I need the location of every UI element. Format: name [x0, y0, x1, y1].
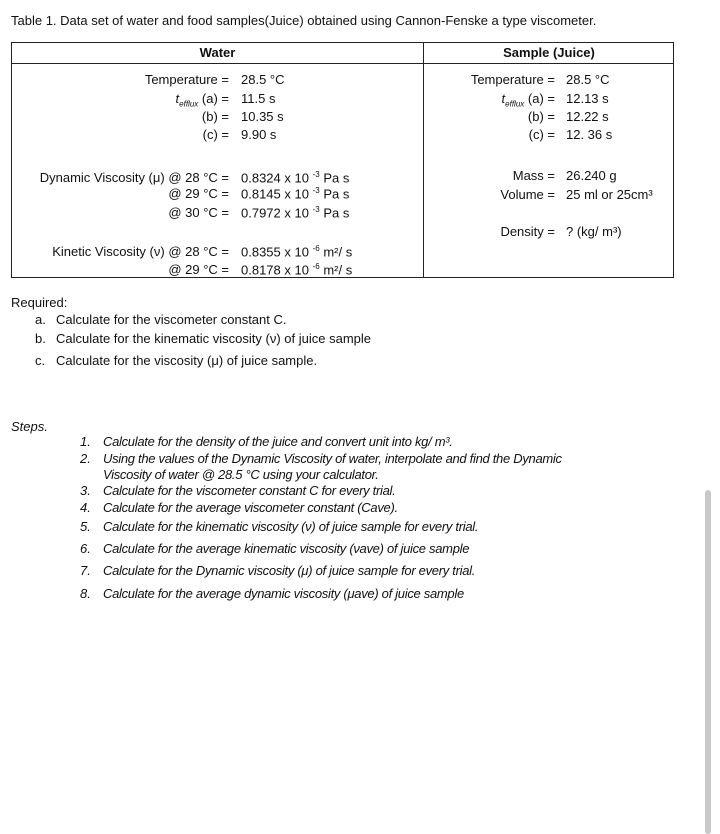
density-value: ? (kg/ m³) — [566, 224, 622, 239]
steps-title: Steps. — [11, 419, 48, 434]
juice-efflux-c-label: (c) = — [528, 127, 555, 142]
data-table — [11, 42, 674, 278]
juice-efflux-a: 12.13 s — [566, 91, 609, 106]
juice-header: Sample (Juice) — [503, 45, 595, 60]
required-b: Calculate for the kinematic viscosity (ν) of juice sample — [56, 331, 372, 346]
header-divider — [12, 63, 673, 64]
table-caption: Table 1. Data set of water and food samples(Juice) obtained using Cannon-Fenske a type viscometer. — [11, 13, 597, 28]
t-symbol: t — [175, 91, 180, 106]
step-7-num: 7. — [80, 563, 91, 578]
water-efflux-c-label: (c) = — [202, 127, 229, 142]
step-6-num: 6. — [80, 541, 91, 556]
water-temp-value: 28.5 °C — [241, 72, 285, 87]
step-3-num: 3. — [80, 483, 91, 498]
required-c-num: c. — [35, 353, 46, 368]
dyn-28: 0.8324 x 10 $^{-3}$ Pa s — [241, 170, 350, 186]
volume-value: 25 ml or 25cm³ — [566, 187, 653, 202]
step-5-num: 5. — [80, 519, 91, 534]
juice-efflux-a-label: $t_{efflux}$ (a) = — [501, 91, 555, 109]
dyn-30-label: @ 30 °C = — [168, 205, 229, 220]
kin-28: 0.8355 x 10 $^{-6}$ m²/ s — [241, 244, 353, 260]
step-5: Calculate for the kinematic viscosity (ν) of juice sample for every trial. — [103, 519, 479, 534]
density-label: Density = — [500, 224, 555, 239]
water-efflux-c: 9.90 s — [241, 127, 277, 142]
water-temp-label: Temperature = — [144, 72, 229, 87]
mass-value: 26.240 g — [566, 168, 617, 183]
juice-efflux-b: 12.22 s — [566, 109, 609, 124]
dynamic-viscosity-label: Dynamic Viscosity (μ) @ 28 °C = — [39, 170, 229, 185]
step-1-num: 1. — [80, 434, 91, 449]
water-efflux-b: 10.35 s — [241, 109, 284, 124]
water-efflux-a: 11.5 s — [241, 91, 276, 106]
volume-label: Volume = — [500, 187, 555, 202]
step-2: Using the values of the Dynamic Viscosity of water, interpolate and find the Dynamic — [103, 451, 562, 466]
step-1: Calculate for the density of the juice and convert unit into kg/ m³. — [103, 434, 453, 449]
juice-temp-value: 28.5 °C — [566, 72, 610, 87]
kin-29-label: @ 29 °C = — [168, 262, 229, 277]
step-6: Calculate for the average kinematic viscosity (νave) of juice sample — [103, 541, 470, 556]
step-7: Calculate for the Dynamic viscosity (μ) of juice sample for every trial. — [103, 563, 476, 578]
step-8-num: 8. — [80, 586, 91, 601]
step-8: Calculate for the average dynamic viscosity (μave) of juice sample — [103, 586, 464, 601]
water-efflux-a-label — [176, 91, 229, 109]
dyn-29: 0.8145 x 10 $^{-3}$ Pa s — [241, 186, 350, 202]
required-c: Calculate for the viscosity (μ) of juice sample. — [56, 353, 318, 368]
dyn-29-label: @ 29 °C = — [168, 186, 229, 201]
mass-label: Mass = — [512, 168, 555, 183]
efflux-sub: efflux — [179, 99, 199, 109]
scrollbar[interactable] — [705, 490, 711, 834]
step-2-num: 2. — [80, 451, 91, 466]
step-2-cont: Viscosity of water @ 28.5 °C using your calculator. — [103, 467, 379, 482]
kin-29: 0.8178 x 10 $^{-6}$ m²/ s — [241, 262, 353, 278]
juice-temp-label: Temperature = — [470, 72, 555, 87]
juice-efflux-c: 12. 36 s — [566, 127, 613, 142]
required-a: Calculate for the viscometer constant C. — [56, 312, 287, 327]
step-3: Calculate for the viscometer constant C for every trial. — [103, 483, 396, 498]
step-4: Calculate for the average viscometer constant (Cave). — [103, 500, 398, 515]
juice-efflux-b-label: (b) = — [527, 109, 555, 124]
water-efflux-b-label: (b) = — [201, 109, 229, 124]
required-title: Required: — [11, 295, 68, 310]
water-header: Water — [199, 45, 236, 60]
column-divider — [423, 43, 424, 277]
step-4-num: 4. — [80, 500, 91, 515]
a-label: (a) = — [201, 91, 229, 106]
kinetic-viscosity-label: Kinetic Viscosity (ν) @ 28 °C = — [52, 244, 229, 259]
required-b-num: b. — [35, 331, 46, 346]
required-a-num: a. — [35, 312, 46, 327]
dyn-30: 0.7972 x 10 $^{-3}$ Pa s — [241, 205, 350, 221]
